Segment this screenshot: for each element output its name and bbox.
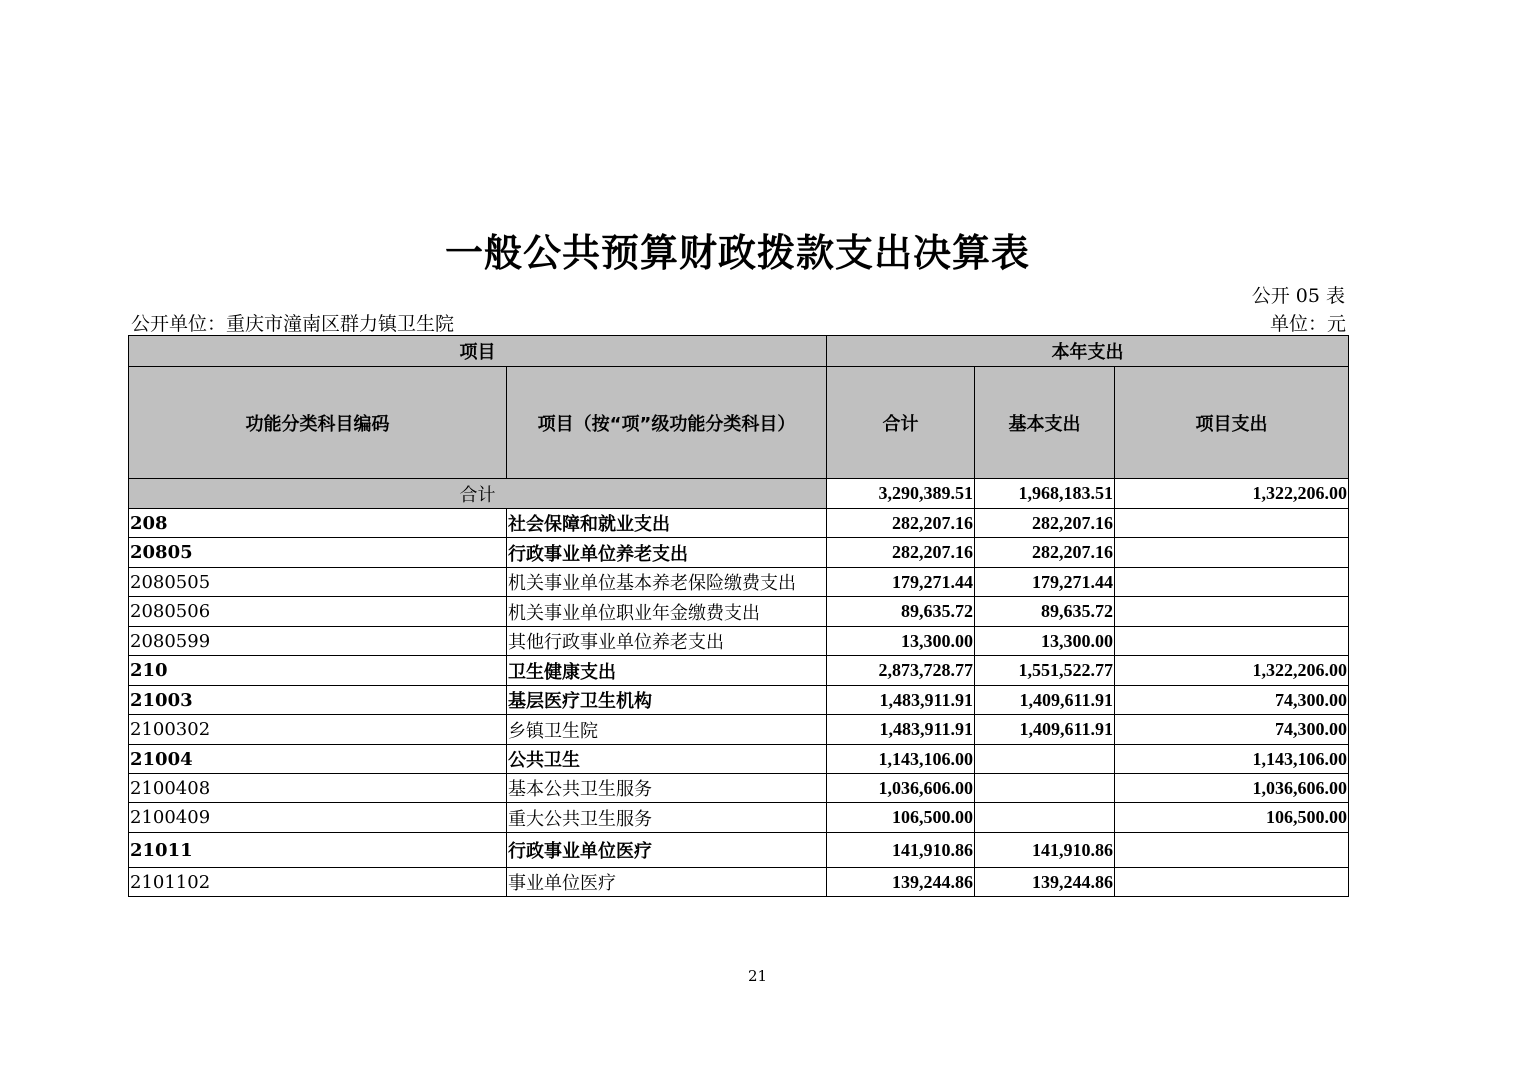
row-basic: 1,409,611.91 <box>975 686 1115 715</box>
row-item-name: 社会保障和就业支出 <box>507 509 827 538</box>
row-total: 13,300.00 <box>827 627 975 656</box>
row-item-name: 公共卫生 <box>507 745 827 774</box>
row-item-name: 基本公共卫生服务 <box>507 774 827 803</box>
row-total: 179,271.44 <box>827 568 975 597</box>
row-code: 2100409 <box>129 803 507 833</box>
table-row <box>129 656 1349 686</box>
table-row <box>129 833 1349 868</box>
table-row <box>129 509 1349 538</box>
row-total: 141,910.86 <box>827 833 975 868</box>
sum-total: 3,290,389.51 <box>827 479 975 509</box>
row-project: 1,322,206.00 <box>1115 656 1349 686</box>
row-item-name: 行政事业单位医疗 <box>507 833 827 868</box>
row-project: 1,143,106.00 <box>1115 745 1349 774</box>
row-total: 1,143,106.00 <box>827 745 975 774</box>
row-code: 2100408 <box>129 774 507 803</box>
row-project <box>1115 868 1349 897</box>
row-project: 106,500.00 <box>1115 803 1349 833</box>
row-item-name: 重大公共卫生服务 <box>507 803 827 833</box>
row-code: 21004 <box>129 745 507 774</box>
row-basic <box>975 745 1115 774</box>
table-number: 公开 05 表 <box>1251 285 1345 307</box>
header-row-sub <box>129 367 1349 479</box>
row-basic: 139,244.86 <box>975 868 1115 897</box>
header-total: 合计 <box>827 367 975 479</box>
table-row <box>129 868 1349 897</box>
row-code: 2080505 <box>129 568 507 597</box>
row-code: 2101102 <box>129 868 507 897</box>
row-code: 208 <box>129 509 507 538</box>
row-item-name: 事业单位医疗 <box>507 868 827 897</box>
row-total: 1,036,606.00 <box>827 774 975 803</box>
row-item-name: 机关事业单位职业年金缴费支出 <box>507 597 827 627</box>
row-item-name: 乡镇卫生院 <box>507 715 827 745</box>
row-code: 210 <box>129 656 507 686</box>
row-project: 74,300.00 <box>1115 715 1349 745</box>
row-total: 282,207.16 <box>827 538 975 568</box>
row-basic: 282,207.16 <box>975 509 1115 538</box>
page-title: 一般公共预算财政拨款支出决算表 <box>444 231 1030 275</box>
header-code: 功能分类科目编码 <box>129 367 507 479</box>
row-item-name: 行政事业单位养老支出 <box>507 538 827 568</box>
row-project <box>1115 509 1349 538</box>
table-body <box>129 509 1349 897</box>
row-basic: 179,271.44 <box>975 568 1115 597</box>
table-row <box>129 774 1349 803</box>
page-number: 21 <box>747 967 768 985</box>
row-item-name: 基层医疗卫生机构 <box>507 686 827 715</box>
row-project <box>1115 568 1349 597</box>
table-row <box>129 715 1349 745</box>
row-basic: 1,551,522.77 <box>975 656 1115 686</box>
row-basic: 89,635.72 <box>975 597 1115 627</box>
table-row <box>129 627 1349 656</box>
table-row <box>129 568 1349 597</box>
header-project: 项目 <box>129 336 827 367</box>
table-row <box>129 803 1349 833</box>
sum-project: 1,322,206.00 <box>1115 479 1349 509</box>
row-total: 89,635.72 <box>827 597 975 627</box>
sum-row <box>129 479 1349 509</box>
row-basic: 13,300.00 <box>975 627 1115 656</box>
row-code: 2080506 <box>129 597 507 627</box>
row-project <box>1115 833 1349 868</box>
row-total: 1,483,911.91 <box>827 686 975 715</box>
table-row <box>129 597 1349 627</box>
table-row <box>129 538 1349 568</box>
row-total: 1,483,911.91 <box>827 715 975 745</box>
row-code: 21003 <box>129 686 507 715</box>
row-project: 1,036,606.00 <box>1115 774 1349 803</box>
header-this-year: 本年支出 <box>827 336 1349 367</box>
header-item: 项目（按“项”级功能分类科目） <box>507 367 827 479</box>
row-basic: 282,207.16 <box>975 538 1115 568</box>
row-basic <box>975 803 1115 833</box>
row-project <box>1115 627 1349 656</box>
header-basic: 基本支出 <box>975 367 1115 479</box>
header-project-expense: 项目支出 <box>1115 367 1349 479</box>
row-project <box>1115 597 1349 627</box>
header-row-top <box>129 336 1349 367</box>
row-total: 106,500.00 <box>827 803 975 833</box>
row-item-name: 其他行政事业单位养老支出 <box>507 627 827 656</box>
row-code: 2100302 <box>129 715 507 745</box>
row-basic <box>975 774 1115 803</box>
row-project <box>1115 538 1349 568</box>
expenditure-table <box>128 335 1349 897</box>
row-project: 74,300.00 <box>1115 686 1349 715</box>
sum-label: 合计 <box>129 479 827 509</box>
row-total: 139,244.86 <box>827 868 975 897</box>
row-total: 2,873,728.77 <box>827 656 975 686</box>
table-row <box>129 745 1349 774</box>
row-item-name: 卫生健康支出 <box>507 656 827 686</box>
unit-info-row <box>131 309 1346 335</box>
table-row <box>129 686 1349 715</box>
row-code: 2080599 <box>129 627 507 656</box>
row-basic: 141,910.86 <box>975 833 1115 868</box>
sum-basic: 1,968,183.51 <box>975 479 1115 509</box>
row-basic: 1,409,611.91 <box>975 715 1115 745</box>
currency-unit: 单位：元 <box>1269 313 1346 335</box>
row-code: 21011 <box>129 833 507 868</box>
row-total: 282,207.16 <box>827 509 975 538</box>
row-item-name: 机关事业单位基本养老保险缴费支出 <box>507 568 827 597</box>
row-code: 20805 <box>129 538 507 568</box>
reporting-unit: 公开单位：重庆市潼南区群力镇卫生院 <box>131 313 455 335</box>
